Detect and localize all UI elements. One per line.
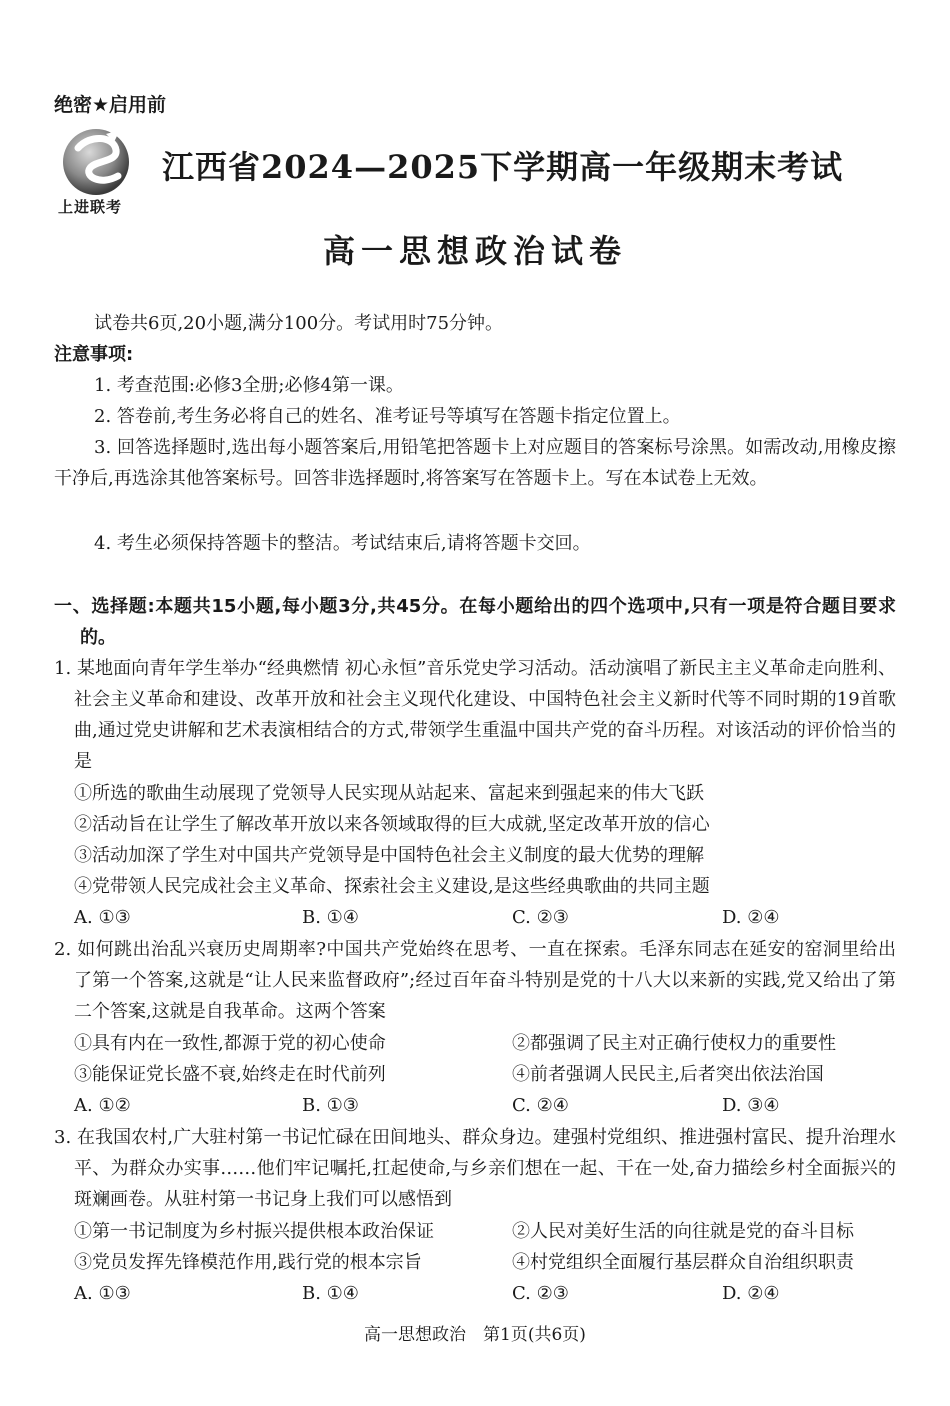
- choice-a: A. ①③: [74, 907, 131, 928]
- choice-b: B. ①③: [302, 1095, 359, 1116]
- choice-b: B. ①④: [302, 1283, 359, 1304]
- statement: ②活动旨在让学生了解改革开放以来各领域取得的巨大成就,坚定改革开放的信心: [74, 814, 710, 835]
- statement: ②人民对美好生活的向往就是党的奋斗目标: [512, 1221, 854, 1242]
- choice-d: D. ③④: [722, 1095, 780, 1116]
- choice-c: C. ②③: [512, 907, 569, 928]
- exam-logo: [56, 126, 142, 218]
- statement: ③活动加深了学生对中国共产党领导是中国特色社会主义制度的最大优势的理解: [74, 845, 704, 866]
- statement: ③党员发挥先锋模范作用,践行党的根本宗旨: [74, 1252, 422, 1273]
- question-stem: 3. 在我国农村,广大驻村第一书记忙碌在田间地头、群众身边。建强村党组织、推进强村富民、提升治理水平、为群众办实事……他们牢记嘱托,扛起使命,与乡亲们想在一起、干在一处,奋力描绘乡村全面振兴的斑斓画卷。从驻村第一书记身上我们可以感悟到: [54, 1127, 896, 1210]
- statement: ④党带领人民完成社会主义革命、探索社会主义建设,是这些经典歌曲的共同主题: [74, 876, 710, 897]
- choice-b: B. ①④: [302, 907, 359, 928]
- choice-d: D. ②④: [722, 1283, 780, 1304]
- choice-a: A. ①③: [74, 1283, 131, 1304]
- section-heading: 一、选择题:本题共15小题,每小题3分,共45分。在每小题给出的四个选项中,只有一项是符合题目要求的。: [54, 596, 896, 648]
- statement: ②都强调了民主对正确行使权力的重要性: [512, 1033, 836, 1054]
- confidential-label: 绝密★启用前: [54, 94, 167, 116]
- notes-heading: 注意事项:: [54, 344, 134, 365]
- statement: ④前者强调人民民主,后者突出依法治国: [512, 1064, 824, 1085]
- note-item: 2. 答卷前,考生务必将自己的姓名、准考证号等填写在答题卡指定位置上。: [94, 406, 681, 427]
- logo-emblem-icon: [56, 126, 142, 198]
- choice-c: C. ②④: [512, 1095, 569, 1116]
- statement: ①所选的歌曲生动展现了党领导人民实现从站起来、富起来到强起来的伟大飞跃: [74, 783, 704, 804]
- exam-intro: 试卷共6页,20小题,满分100分。考试用时75分钟。: [94, 313, 504, 334]
- choice-d: D. ②④: [722, 907, 780, 928]
- question-stem: 1. 某地面向青年学生举办“经典燃情 初心永恒”音乐党史学习活动。活动演唱了新民主主义革命走向胜利、社会主义革命和建设、改革开放和社会主义现代化建设、中国特色社会主义新时代等不同时期的19首歌曲,通过党史讲解和艺术表演相结合的方式,带领学生重温中国共产党的奋斗历程。对该活动的评价恰当的是: [54, 658, 896, 772]
- choice-a: A. ①②: [74, 1095, 131, 1116]
- page-footer: 高一思想政治 第1页(共6页): [364, 1325, 586, 1345]
- statement: ④村党组织全面履行基层群众自治组织职责: [512, 1252, 854, 1273]
- note-item: 4. 考生必须保持答题卡的整洁。考试结束后,请将答题卡交回。: [94, 533, 591, 554]
- statement: ①具有内在一致性,都源于党的初心使命: [74, 1033, 386, 1054]
- statement: ③能保证党长盛不衰,始终走在时代前列: [74, 1064, 386, 1085]
- exam-title: 江西省2024—2025下学期高一年级期末考试: [162, 148, 844, 186]
- choice-c: C. ②③: [512, 1283, 569, 1304]
- note-item: 3. 回答选择题时,选出每小题答案后,用铅笔把答题卡上对应题目的答案标号涂黑。如需改动,用橡皮擦干净后,再选涂其他答案标号。回答非选择题时,将答案写在答题卡上。写在本试卷上无效。: [54, 437, 896, 489]
- statement: ①第一书记制度为乡村振兴提供根本政治保证: [74, 1221, 434, 1242]
- note-item: 1. 考查范围:必修3全册;必修4第一课。: [94, 375, 404, 396]
- logo-text: 上进联考: [58, 198, 123, 216]
- paper-title: 高一思想政治试卷: [322, 232, 627, 270]
- question-stem: 2. 如何跳出治乱兴衰历史周期率?中国共产党始终在思考、一直在探索。毛泽东同志在延安的窑洞里给出了第一个答案,这就是“让人民来监督政府”;经过百年奋斗特别是党的十八大以来新的实践,党又给出了第二个答案,这就是自我革命。这两个答案: [54, 939, 896, 1022]
